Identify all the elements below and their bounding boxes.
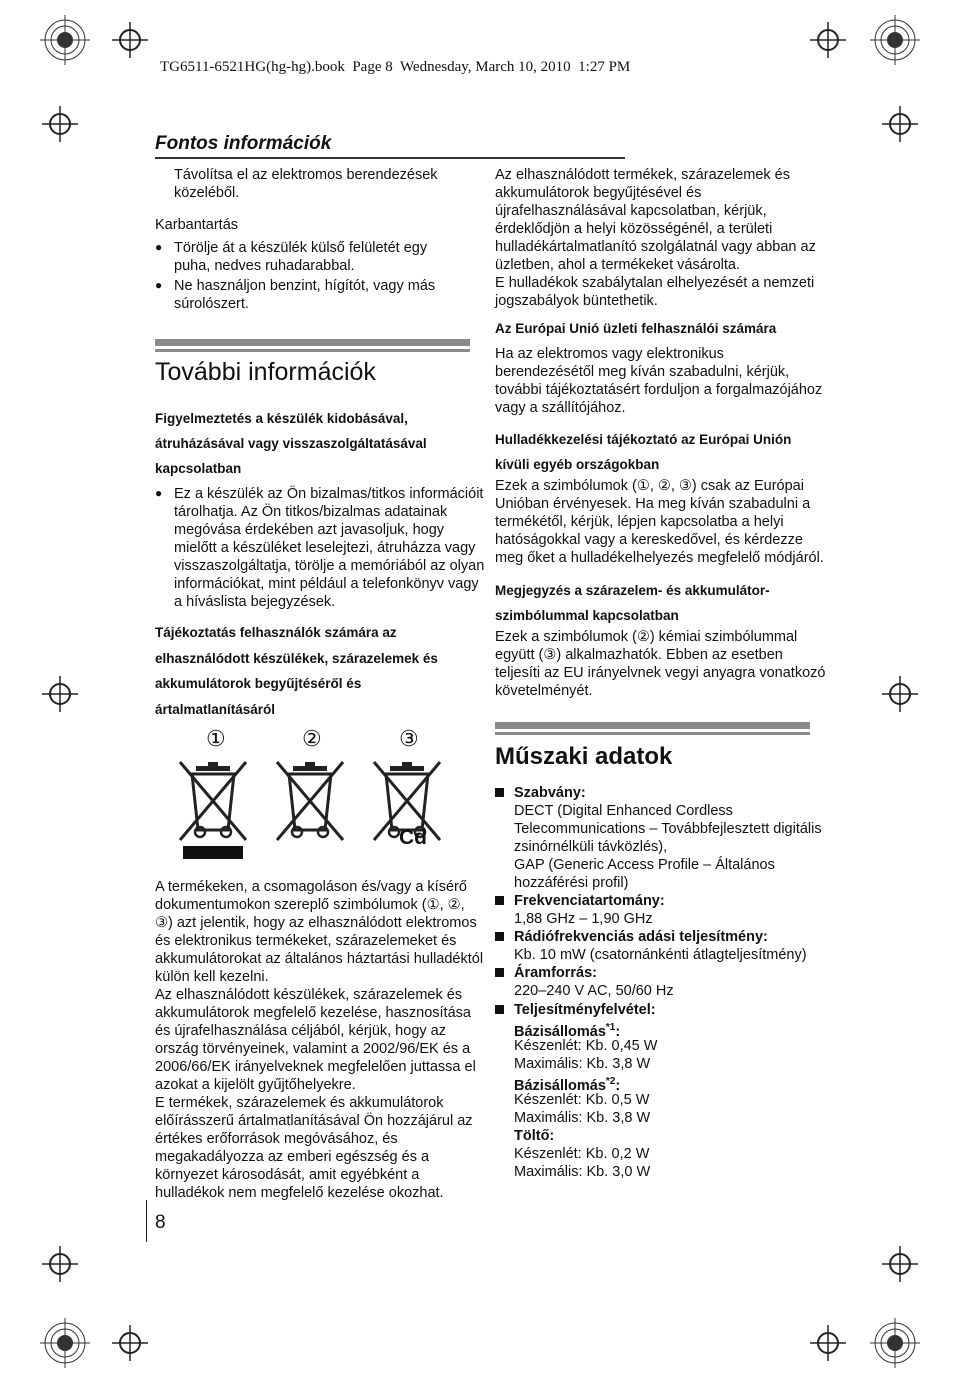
header-line: TG6511-6521HG(hg-hg).book Page 8 Wednesday, March 10, 2010 1:27 PM <box>160 59 631 75</box>
crossed-bin-icon-2 <box>275 760 345 842</box>
base-station-2-values: Készenlét: Kb. 0,5 W Maximális: Kb. 3,8 W <box>514 1092 651 1126</box>
maintenance-bullet-2: Ne használjon benzint, hígítót, vagy más súrolószert. <box>174 278 436 312</box>
spec-bullet-square <box>495 968 504 977</box>
outside-eu-text: Ezek a szimbólumok (①, ②, ③) csak az Európai Unióban érvényesek. Ha meg kíván szabadulni a termékétől, kérjük, lépjen kapcsolatba a helyi hatóságokkal vagy a kereskedővel, és kérdezze meg őket a hulladékelhelyezés megfelelő módjáról. <box>495 478 824 566</box>
base-station-2-label: Bázisállomás$^{*2}$: <box>514 1076 621 1094</box>
more-info-rule-thin <box>155 349 470 352</box>
section-title: Fontos információk <box>155 133 332 154</box>
more-info-title: További információk <box>155 358 376 386</box>
crosshair-mark-right-upper <box>882 106 918 142</box>
spec-value-rf-power: Kb. 10 mW (csatornánkénti átlagteljesítmény) <box>514 947 807 963</box>
base-station-1-label: Bázisállomás$^{*1}$: <box>514 1022 621 1040</box>
cd-chemical-symbol: Cd <box>399 826 427 849</box>
specs-rule <box>495 722 810 729</box>
crosshair-mark-bottom-left <box>112 1325 148 1361</box>
registration-mark-bottom-right <box>870 1318 920 1368</box>
bullet-dot: ● <box>155 486 163 500</box>
crosshair-mark-right-middle <box>882 676 918 712</box>
crosshair-mark-left-middle <box>42 676 78 712</box>
eu-business-text: Ha az elektromos vagy elektronikus berendezésétől meg kíván szabadulni, kérjük, további tájékoztatásért forduljon a forgalmazójához vagy a szállítójához. <box>495 346 823 416</box>
crosshair-mark-top-right <box>810 22 846 58</box>
specs-title: Műszaki adatok <box>495 743 673 770</box>
maintenance-heading: Karbantartás <box>155 217 239 233</box>
symbol-label-1: ① <box>206 726 226 751</box>
spec-label-frequency: Frekvenciatartomány: <box>514 893 665 909</box>
bullet-dot: ● <box>155 278 163 292</box>
registration-mark-top-left <box>40 15 90 65</box>
specs-rule-thin <box>495 732 810 735</box>
spec-bullet-square <box>495 932 504 941</box>
crosshair-mark-top-left <box>112 22 148 58</box>
registration-mark-bottom-left <box>40 1318 90 1368</box>
spec-value-frequency: 1,88 GHz – 1,90 GHz <box>514 911 653 927</box>
crosshair-mark-left-upper <box>42 106 78 142</box>
more-info-rule <box>155 339 470 346</box>
outside-eu-heading: Hulladékkezelési tájékoztató az Európai Unión kívüli egyéb országokban <box>495 432 792 472</box>
spec-label-rf-power: Rádiófrekvenciás adási teljesítmény: <box>514 929 768 945</box>
disposal-body-text: A termékeken, a csomagoláson és/vagy a kísérő dokumentumokon szereplő szimbólumok (①, ②, ③) azt jelentik, hogy az elhasználódott elektromos és elektronikus termékeket, szárazelemeket és akkumulátorokat az általános háztartási hulladéktól külön kell kezelni. Az elhasználódott készülékek, szárazelemek és akkumulátorok megfelelő kezelése, hasznosítása és újrafelhasználása céljából, kérjük, hogy az ország törvényeinek, valamint a 2002/96/EK és a 2006/66/EK irányelveknek megfelelően juttassa el azokat a kijelölt gyűjtőhelyekre. E termékek, szárazelemek és akkumulátorok előírásszerű ártalmatlanításával Ön hozzájárul az értékes erőforrások megóvásához, és megakadályozza az emberi egészség és a környezet károsodását, amit egyébként a hulladékok nem megfelelő kezelése okozhat. <box>155 879 484 1201</box>
symbol-label-2: ② <box>302 726 322 751</box>
crossed-bin-icon-1 <box>178 760 248 860</box>
recycling-info-text: Az elhasználódott termékek, szárazelemek és akkumulátorok begyűjtésével és újrafelhasználásával kapcsolatban, kérjük, érdeklődjön a helyi közösségénél, a területi hulladékártalmatlanító szolgálatnál vagy abban az üzletben, ahol a termékeket vásárolta. E hulladékok szabálytalan elhelyezését a nemzeti jogszabályok büntethetik. <box>495 167 816 309</box>
intro-text: Távolítsa el az elektromos berendezések közeléből. <box>174 167 438 201</box>
spec-bullet-square <box>495 788 504 797</box>
crosshair-mark-left-lower <box>42 1246 78 1282</box>
registration-mark-top-right <box>870 15 920 65</box>
charger-values: Készenlét: Kb. 0,2 W Maximális: Kb. 3,0 W <box>514 1146 651 1180</box>
spec-value-standard: DECT (Digital Enhanced Cordless Telecommunications – Továbbfejlesztett digitális zsinórnélküli távközlés), GAP (Generic Access Profile – Általános hozzáférési profil) <box>514 803 822 891</box>
spec-label-power-consumption: Teljesítményfelvétel: <box>514 1002 656 1018</box>
warning-bullet-text: Ez a készülék az Ön bizalmas/titkos információit tárolhatja. Az Ön titkos/bizalmas adatainak megóvása érdekében azt javasoljuk, hogy mielőtt a készüléket leselejtezi, átruházza vagy visszaszolgáltatja, törölje a memóriából az olyan információkat, mint például a telefonkönyv vagy a híváslista bejegyzések. <box>174 486 485 610</box>
page-number: 8 <box>155 1212 166 1233</box>
section-title-rule <box>155 157 625 159</box>
symbol-label-3: ③ <box>399 726 419 751</box>
spec-bullet-square <box>495 1005 504 1014</box>
page-number-rule <box>146 1200 147 1242</box>
maintenance-bullet-1: Törölje át a készülék külső felületét egy puha, nedves ruhadarabbal. <box>174 240 428 274</box>
warning-heading: Figyelmeztetés a készülék kidobásával, átruházásával vagy visszaszolgáltatásával kapcsolatban <box>155 411 427 476</box>
spec-label-standard: Szabvány: <box>514 785 586 801</box>
spec-bullet-square <box>495 896 504 905</box>
crosshair-mark-right-lower <box>882 1246 918 1282</box>
battery-note-text: Ezek a szimbólumok (②) kémiai szimbólummal együtt (③) alkalmazhatók. Ebben az esetben teljesíti az EU irányelvnek vegyi anyagra vonatkozó követelményét. <box>495 629 826 699</box>
battery-note-heading: Megjegyzés a szárazelem- és akkumulátor- szimbólummal kapcsolatban <box>495 583 770 623</box>
charger-label: Töltő: <box>514 1128 555 1144</box>
spec-value-power-source: 220–240 V AC, 50/60 Hz <box>514 983 674 999</box>
base-station-1-values: Készenlét: Kb. 0,45 W Maximális: Kb. 3,8 W <box>514 1038 658 1072</box>
eu-business-heading: Az Európai Unió üzleti felhasználói számára <box>495 321 777 336</box>
disposal-heading: Tájékoztatás felhasználók számára az elhasználódott készülékek, szárazelemek és akkumulátorok begyűjtéséről és ártalmatlanításáról <box>155 625 438 717</box>
spec-label-power-source: Áramforrás: <box>514 965 597 981</box>
crosshair-mark-bottom-right <box>810 1325 846 1361</box>
bullet-dot: ● <box>155 240 163 254</box>
